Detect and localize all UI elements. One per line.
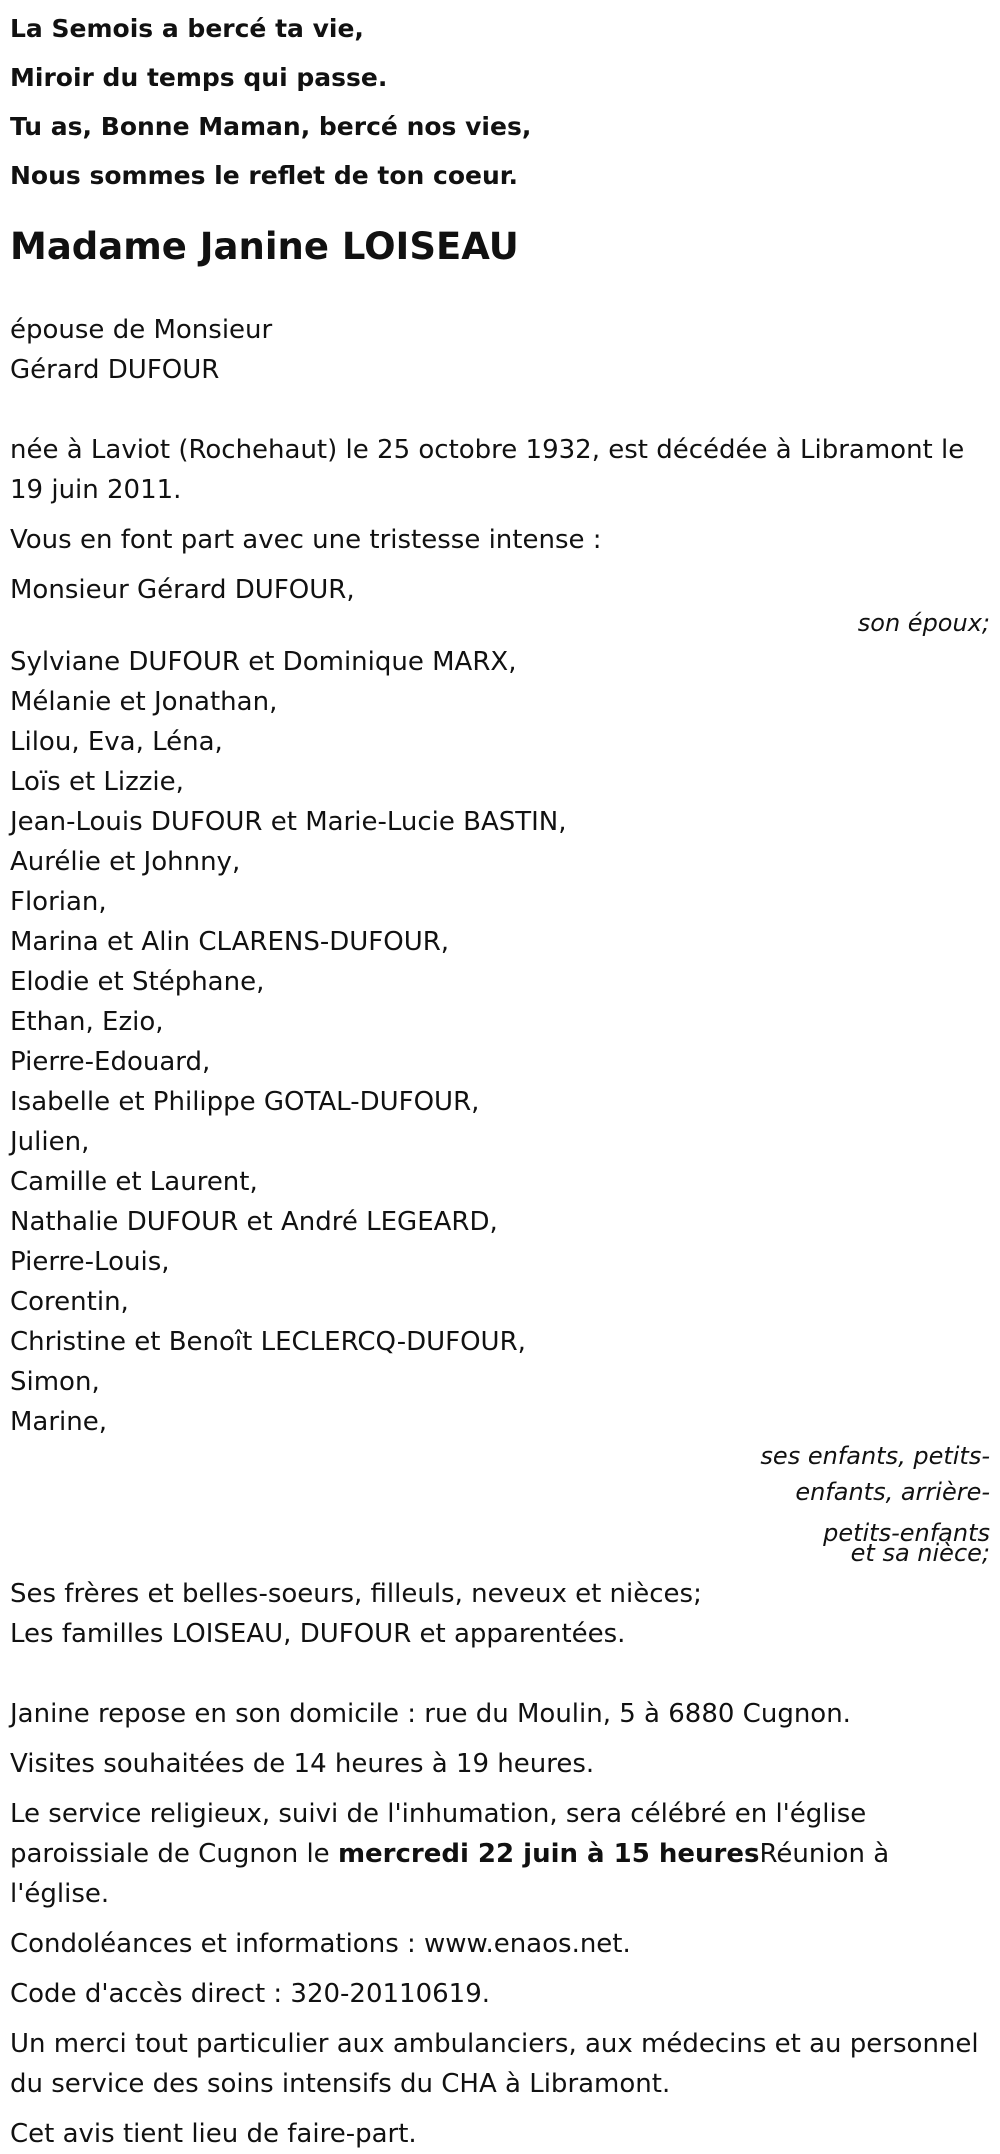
family-member-line: Florian, xyxy=(10,887,107,917)
family-member-line: Elodie et Stéphane, xyxy=(10,967,265,997)
service-date: mercredi 22 juin à 15 heures xyxy=(337,1839,760,1869)
family-role-label xyxy=(10,1436,990,1566)
family-member-line: Christine et Benoît LECLERCQ-DUFOUR, xyxy=(10,1327,526,1357)
family-member-line: Sylviane DUFOUR et Dominique MARX, xyxy=(10,647,517,677)
family-member-line: Isabelle et Philippe GOTAL-DUFOUR, xyxy=(10,1087,480,1117)
family-member-line: Lilou, Eva, Léna, xyxy=(10,727,223,757)
family-role-line: enfants, arrière- xyxy=(795,1478,990,1506)
family-role-line: petits-enfants xyxy=(823,1519,990,1547)
poem-line: Tu as, Bonne Maman, bercé nos vies, xyxy=(10,112,532,141)
family-member-line: Camille et Laurent, xyxy=(10,1167,258,1197)
family-member-line: Ethan, Ezio, xyxy=(10,1007,164,1037)
husband-name: Monsieur Gérard DUFOUR, xyxy=(10,575,355,605)
poem xyxy=(10,0,990,200)
service-meeting: Réunion à l'église. xyxy=(10,1839,890,1909)
family-role-line: ses enfants, petits- xyxy=(760,1442,990,1470)
family-member-line: Mélanie et Jonathan, xyxy=(10,687,278,717)
deceased-name-title: Madame Janine LOISEAU xyxy=(10,225,519,268)
condolences-info: Condoléances et informations : www.enaos.net. xyxy=(10,1929,631,1959)
access-code: Code d'accès direct : 320-20110619. xyxy=(10,1979,491,2009)
spouse-line: épouse de Monsieur xyxy=(10,315,273,345)
family-member-line: Aurélie et Johnny, xyxy=(10,847,241,877)
birth-death-info: née à Laviot (Rochehaut) le 25 octobre 1932, est décédée à Libramont le 19 juin 2011. xyxy=(10,435,965,505)
family-member-line: Marina et Alin CLARENS-DUFOUR, xyxy=(10,927,450,957)
family-member-line: Jean-Louis DUFOUR et Marie-Lucie BASTIN, xyxy=(10,807,567,837)
family-list xyxy=(10,642,990,1442)
family-member-line: Pierre-Edouard, xyxy=(10,1047,211,1077)
repose-info: Janine repose en son domicile : rue du Moulin, 5 à 6880 Cugnon. xyxy=(10,1699,851,1729)
service-text: Le service religieux, suivi de l'inhumation, sera célébré en l'église paroissiale de Cugnon le xyxy=(10,1799,867,1869)
family-member-line: Loïs et Lizzie, xyxy=(10,767,184,797)
extended-family xyxy=(10,1574,990,1654)
family-member-line: Corentin, xyxy=(10,1287,129,1317)
family-member-line: Nathalie DUFOUR et André LEGEARD, xyxy=(10,1207,498,1237)
poem-line: Miroir du temps qui passe. xyxy=(10,63,388,92)
husband-role-label: son époux; xyxy=(857,609,990,637)
family-member-line: Marine, xyxy=(10,1407,108,1437)
poem-line: La Semois a bercé ta vie, xyxy=(10,14,364,43)
spouse-line: Gérard DUFOUR xyxy=(10,355,220,385)
announcement-intro: Vous en font part avec une tristesse intense : xyxy=(10,525,602,555)
family-role-line: et sa nièce; xyxy=(850,1539,990,1567)
family-member-line: Simon, xyxy=(10,1367,100,1397)
poem-line: Nous sommes le reflet de ton coeur. xyxy=(10,161,519,190)
family-member-line: Julien, xyxy=(10,1127,90,1157)
family-member-line: Pierre-Louis, xyxy=(10,1247,170,1277)
closing-note: Cet avis tient lieu de faire-part. xyxy=(10,2119,417,2149)
spouse-info xyxy=(10,310,990,390)
service-info xyxy=(10,1794,990,1914)
visits-info: Visites souhaitées de 14 heures à 19 heures. xyxy=(10,1749,595,1779)
thanks-message: Un merci tout particulier aux ambulanciers, aux médecins et au personnel du service des soins intensifs du CHA à Libramont. xyxy=(10,2029,979,2099)
extended-family-line: Les familles LOISEAU, DUFOUR et apparentées. xyxy=(10,1619,626,1649)
extended-family-line: Ses frères et belles-soeurs, filleuls, neveux et nièces; xyxy=(10,1579,702,1609)
